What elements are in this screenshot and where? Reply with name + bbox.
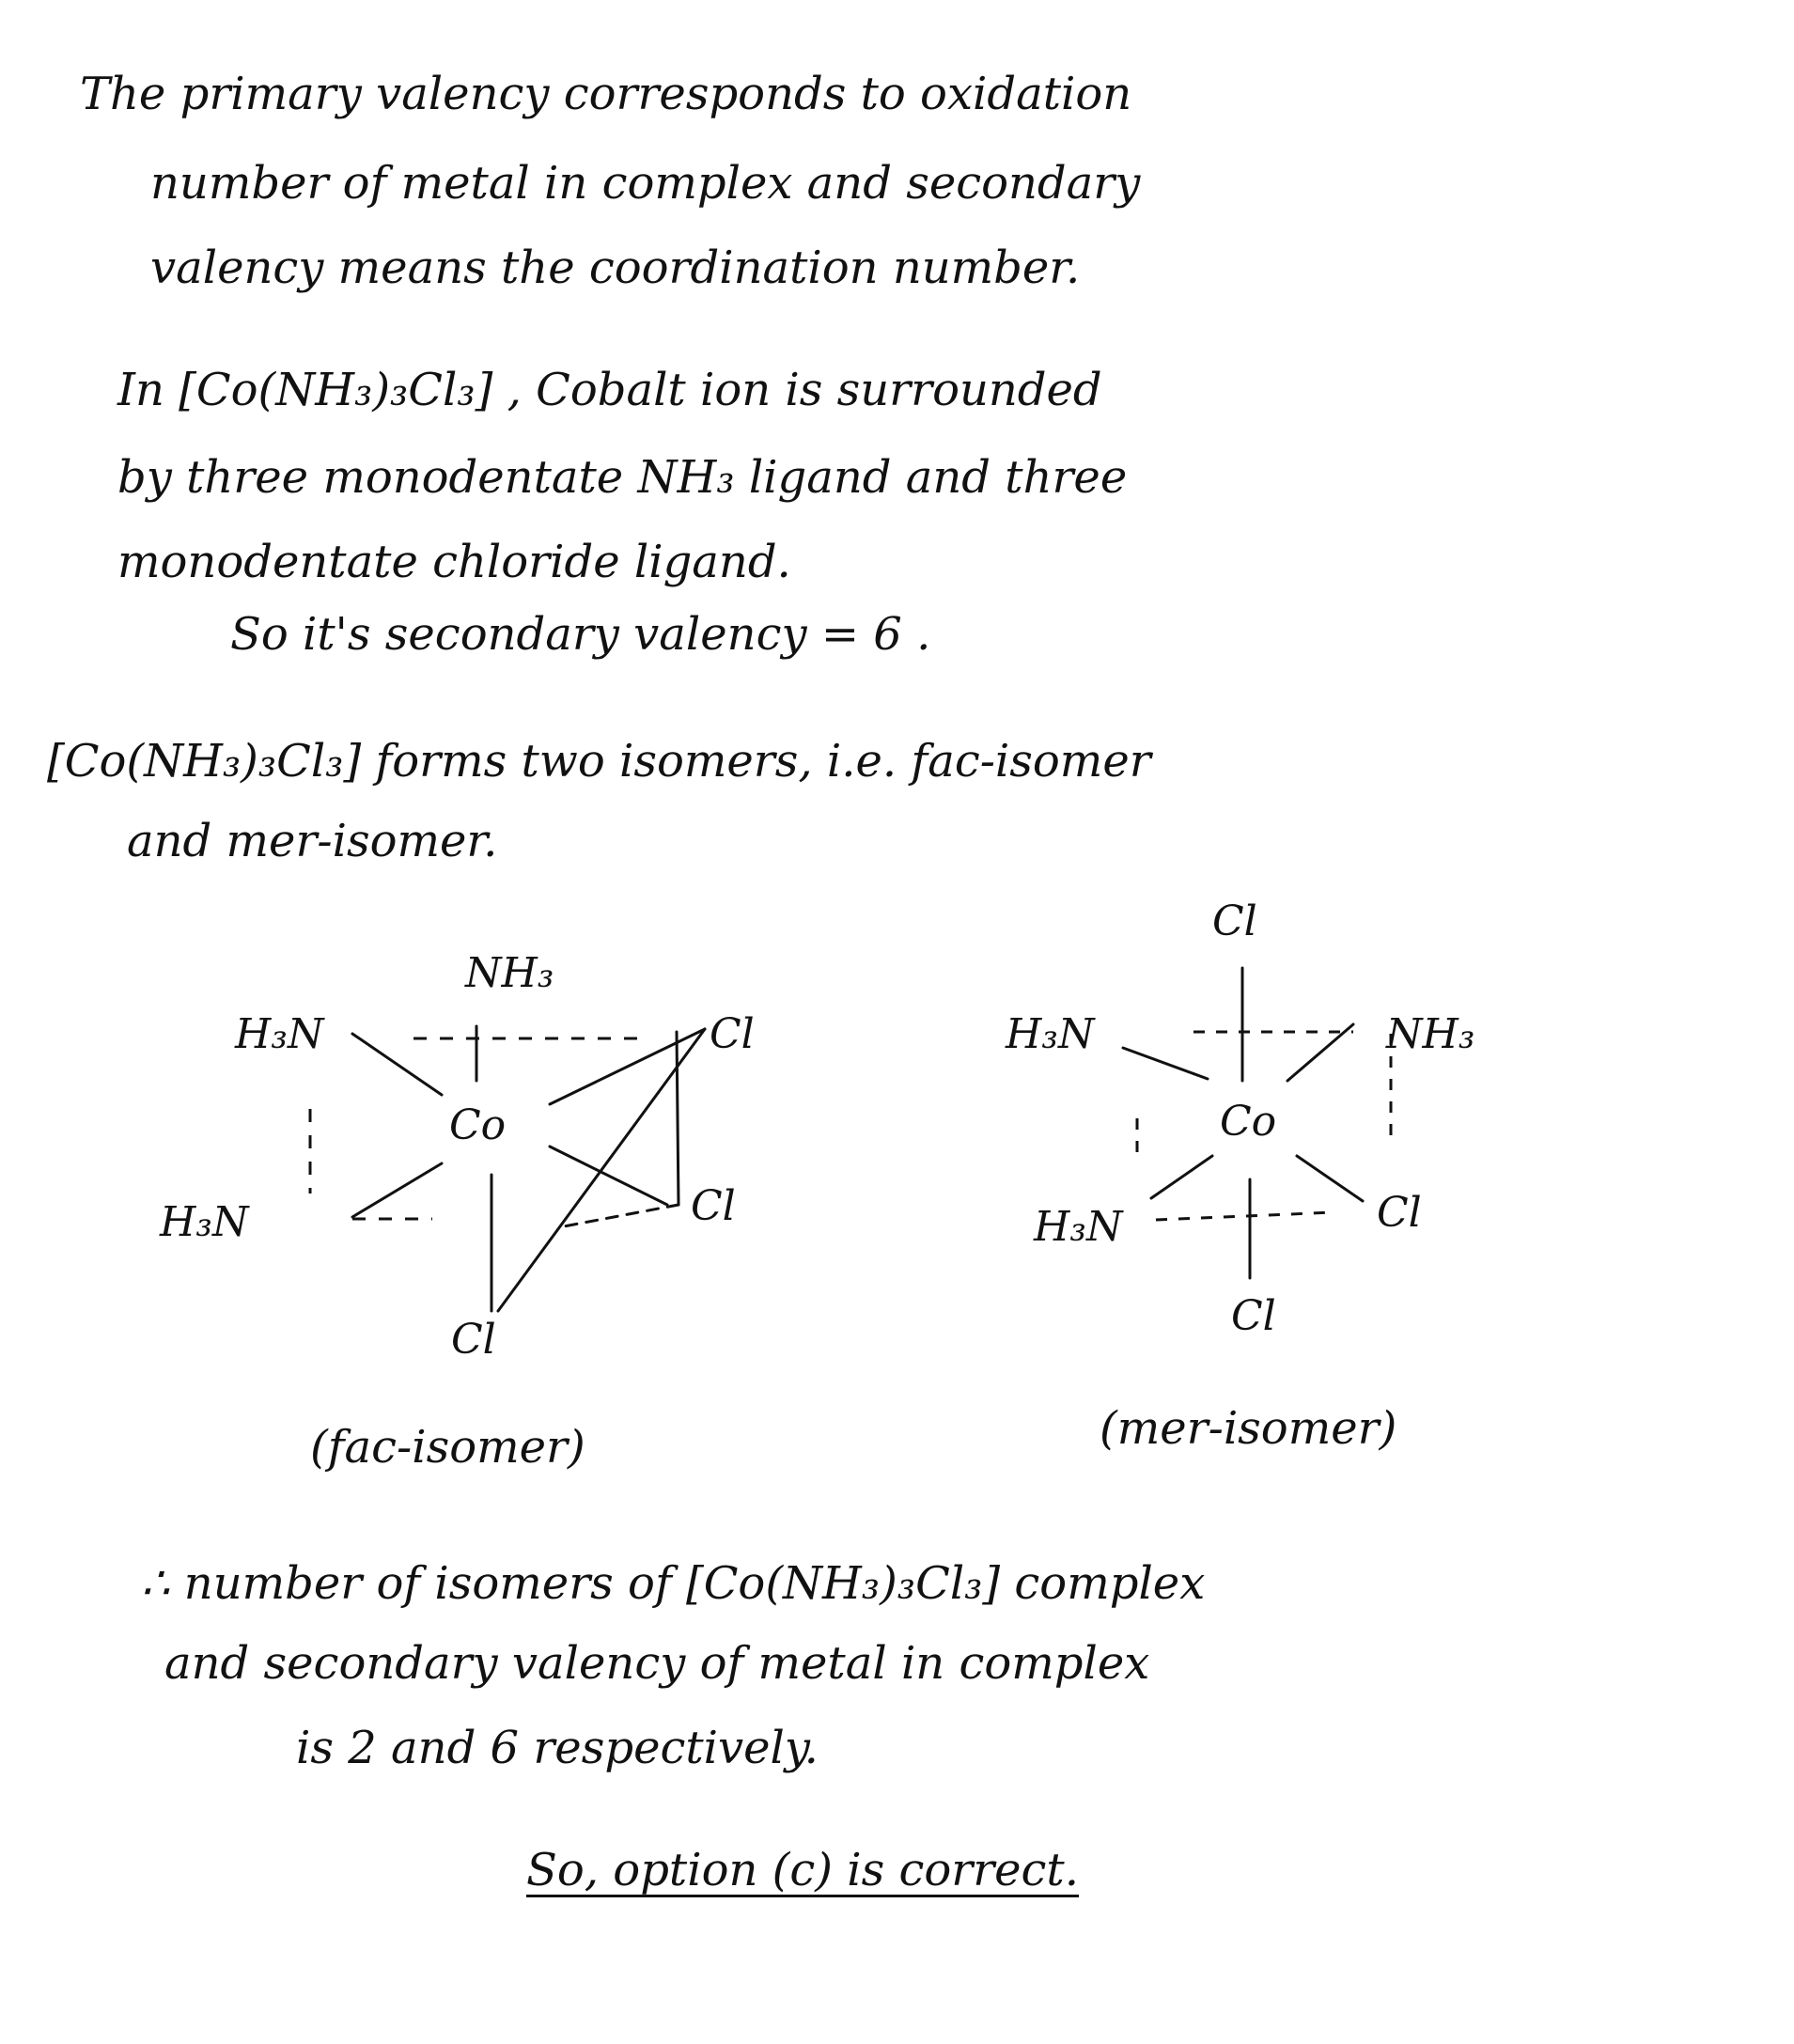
fac-bottom-ligand: Cl [451,1316,496,1364]
para2-line2: by three monodentate NH₃ ligand and three [117,451,1128,504]
para3-line2: and mer-isomer. [127,815,498,867]
mer-caption: (mer-isomer) [1100,1402,1397,1455]
mer-upper-right-ligand: NH₃ [1386,1010,1475,1058]
mer-lower-right-ligand: Cl [1377,1189,1422,1237]
fac-caption: (fac-isomer) [310,1421,585,1474]
para2-line1: In [Co(NH₃)₃Cl₃] , Cobalt ion is surrounded [117,364,1102,416]
mer-lower-left-ligand: H₃N [1034,1203,1123,1251]
fac-upper-right-ligand: Cl [710,1010,755,1058]
fac-metal-center: Co [449,1101,507,1149]
conclusion: So, option (c) is correct. [526,1844,1079,1896]
fac-upper-left-ligand: H₃N [235,1010,324,1058]
para4-line2: and secondary valency of metal in complex [164,1637,1150,1690]
para1-line3: valency means the coordination number. [150,242,1081,294]
fac-isomer-bonds [352,1026,705,1311]
mer-upper-left-ligand: H₃N [1006,1010,1095,1058]
fac-lower-right-ligand: Cl [691,1182,736,1230]
fac-top-ligand: NH₃ [465,949,554,997]
mer-top-ligand: Cl [1212,897,1257,945]
fac-lower-left-ligand: H₃N [160,1198,249,1246]
para2-line3: monodentate chloride ligand. [117,536,791,588]
para2-line4: So it's secondary valency = 6 . [230,608,931,661]
para1-line2: number of metal in complex and secondary [150,157,1141,210]
para1-line1: The primary valency corresponds to oxidation [80,68,1132,120]
mer-metal-center: Co [1220,1098,1277,1146]
para4-line1: ∴ number of isomers of [Co(NH₃)₃Cl₃] complex [141,1557,1206,1610]
mer-bottom-ligand: Cl [1231,1292,1276,1340]
para4-line3: is 2 and 6 respectively. [296,1722,819,1774]
para3-line1: [Co(NH₃)₃Cl₃] forms two isomers, i.e. fac-isomer [47,735,1151,788]
